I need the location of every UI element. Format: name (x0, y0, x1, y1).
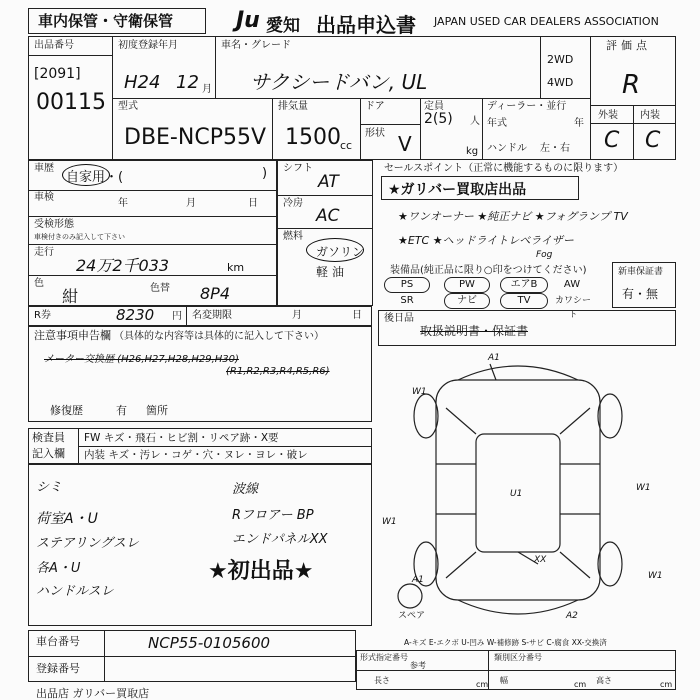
front-left-wheel (414, 394, 438, 438)
later-value: 取扱説明書・保証書 (420, 324, 529, 338)
logo-mark: Ju (236, 8, 260, 33)
shape-label: 形状 (365, 128, 385, 139)
sales-line-1: ★ワンオーナー ★純正ナビ ★フォグランプ TV (398, 210, 628, 223)
registration-month: 12 (176, 72, 199, 93)
lot-code: [2091] (34, 66, 81, 82)
type-label: 型式 (118, 101, 138, 112)
height-label: 高さ (596, 676, 612, 685)
color-value: 紺 (62, 287, 79, 306)
inspection-form-label: 受検形態 (34, 219, 74, 230)
history-close: ) (262, 166, 268, 181)
fuel-label: 燃料 (283, 231, 303, 242)
sales-line-3: Fog (536, 250, 553, 260)
remark-right-1: 波線 (232, 482, 259, 497)
door-label: ドア (365, 101, 385, 112)
front-right-wheel (598, 394, 622, 438)
sales-point-label: セールスポイント（正常に機能するものに限ります） (384, 163, 624, 174)
recycle-label: R券 (34, 310, 51, 321)
remark-left-1: シミ (36, 480, 63, 495)
equipment-aw: AW (563, 279, 581, 290)
drive-4wd: 4WD (547, 76, 574, 89)
ext-label: 外装 (598, 110, 618, 121)
plate-label: 登録番号 (36, 662, 80, 675)
history-label: 車歴 (34, 163, 54, 174)
rating-value: R (622, 70, 641, 100)
registration-month-unit: 月 (202, 84, 212, 95)
displacement-unit: cc (340, 139, 353, 152)
color-code-value: 8P4 (200, 284, 231, 303)
first-listing: ★初出品★ (208, 559, 314, 584)
chassis-value: NCP55-0105600 (148, 634, 271, 652)
mark-w1-left: W1 (382, 517, 397, 527)
inspection-form-note: 車検付きのみ記入して下さい (34, 233, 125, 241)
shift-label: シフト (283, 163, 313, 174)
shift-value: AT (318, 172, 339, 192)
int-value: C (645, 128, 661, 153)
inspection-day: 日 (248, 198, 258, 209)
ext-value: C (604, 128, 620, 153)
mark-a1-left-bottom: A1 (412, 575, 424, 585)
car-rear-bumper (458, 600, 578, 614)
notes-line-1: メーター交換歴 (H26,H27,H28,H29,H30) (44, 354, 239, 365)
drive-2wd: 2WD (547, 53, 574, 66)
car-front-bumper (458, 366, 578, 380)
sales-banner: ★ガリバー買取店出品 (388, 182, 527, 198)
mark-w1-left-top: W1 (412, 387, 427, 397)
inspector-label-2: 記入欄 (32, 447, 65, 460)
equipment-ps: PS (384, 277, 430, 293)
spare-tire (398, 584, 422, 608)
equipment-pw: PW (444, 277, 490, 293)
inspector-row-1: FW キズ・飛石・ヒビ割・リペア跡・X要 (84, 432, 279, 444)
mileage-label: 走行 (34, 247, 54, 258)
height-unit: cm (660, 680, 673, 689)
repair-value: 有 (116, 404, 127, 417)
history-value: 自家用・( (66, 170, 124, 185)
equipment-label: 装備品(純正品に限り○印をつけてください) (390, 265, 587, 276)
equipment-sr: SR (400, 295, 414, 306)
int-label: 内装 (640, 110, 660, 121)
storage-label: 車内保管・守衛保管 (38, 12, 174, 30)
inspection-label: 車検 (34, 192, 54, 203)
mark-u1-roof: U1 (510, 489, 523, 499)
inspector-row-2: 内装 キズ・汚レ・コゲ・穴・ヌレ・ヨレ・破レ (84, 449, 308, 461)
name-change-day: 日 (352, 310, 362, 321)
equipment-tv: TV (500, 293, 548, 309)
name-change-label: 名変期限 (192, 310, 232, 321)
fuel-circle (306, 238, 364, 262)
damage-legend: A-キズ E-エクボ U-凹み W-補修跡 S-サビ C-腐食 XX-交換済 (404, 638, 607, 647)
lot-label: 出品番号 (34, 40, 74, 51)
mark-w1-right: W1 (636, 483, 651, 493)
registration-label: 初度登録年月 (118, 40, 178, 51)
notes-line-2: (R1,R2,R3,R4,R5,R6) (226, 366, 330, 377)
rating-label: 評価点 (606, 39, 651, 52)
capacity-label: 定員 (424, 101, 444, 112)
registration-year: H24 (124, 72, 161, 93)
color-code-label: 色替 (150, 283, 170, 294)
year-unit: 年 (574, 118, 584, 129)
name-change-month: 月 (292, 310, 302, 321)
equipment-leather: カワシート (554, 296, 591, 320)
length-label: 長さ (374, 676, 390, 685)
mark-w1-right-rear: W1 (648, 571, 663, 581)
type-value: DBE-NCP55V (124, 125, 267, 150)
repair-label: 修復歴 (50, 404, 83, 417)
inspection-month: 月 (186, 198, 196, 209)
chassis-label: 車台番号 (36, 635, 80, 648)
remark-right-2: Rフロアー BP (232, 508, 314, 523)
warranty-label: 新車保証書 (618, 267, 664, 277)
form-title: 出品申込書 (316, 13, 416, 37)
equipment-airbag: エアB (500, 277, 548, 293)
handle-label: ハンドル (487, 143, 527, 154)
ref-label: 参考 (410, 661, 426, 670)
model-value: サクシードバン, UL (250, 70, 428, 94)
model-label: 車名・グレード (221, 40, 291, 51)
displacement-label: 排気量 (278, 101, 308, 112)
mark-a2-bottom: A2 (566, 611, 578, 621)
car-damage-diagram (378, 346, 676, 636)
weight-unit: kg (466, 146, 479, 157)
mark-a1-top: A1 (488, 353, 500, 363)
logo-org: 愛知 (266, 16, 300, 36)
fuel-value: ガソリン (316, 245, 365, 259)
repair-unit: 箇所 (146, 404, 168, 417)
later-label: 後日品 (384, 313, 414, 324)
sales-line-2: ★ETC ★ヘッドライトレベライザー (398, 234, 574, 247)
remark-left-3: ステアリングスレ (36, 536, 139, 551)
warranty-value: 有・無 (622, 287, 659, 301)
inspector-label-1: 検査員 (32, 431, 65, 444)
capacity-value: 2(5) (424, 111, 453, 127)
remark-left-5: ハンドルスレ (36, 584, 114, 599)
shape-value: V (398, 132, 412, 156)
remark-right-3: エンドパネルXX (232, 532, 328, 547)
width-unit: cm (574, 680, 587, 689)
seller-label: 出品店 ガリバー買取店 (36, 687, 150, 700)
lot-number: 00115 (36, 90, 106, 115)
notes-hint: （具体的な内容等は具体的に記入して下さい） (114, 331, 324, 342)
displacement-value: 1500 (285, 125, 341, 150)
remark-left-4: 各A・U (36, 561, 81, 576)
length-unit: cm (476, 680, 489, 689)
recycle-unit: 円 (172, 311, 182, 322)
mileage-unit: km (227, 261, 245, 274)
width-label: 幅 (500, 676, 508, 685)
notes-label: 注意事項申告欄 (34, 329, 111, 342)
fuel-alt: 軽油 (316, 265, 349, 279)
form-number-label: 形式指定番号 (360, 653, 408, 662)
cooling-label: 冷房 (283, 198, 303, 209)
handle-options: 左・右 (540, 143, 570, 154)
cooling-value: AC (316, 206, 340, 226)
history-circle (62, 164, 110, 186)
model-year-label: 年式 (487, 118, 507, 129)
remark-left-2: 荷室A・U (36, 511, 98, 527)
equipment-navi: ナビ (444, 293, 490, 309)
inspection-year: 年 (118, 198, 128, 209)
capacity-unit: 人 (470, 116, 480, 127)
mileage-value: 24万2千033 (76, 256, 170, 275)
association-name: JAPAN USED CAR DEALERS ASSOCIATION (434, 15, 659, 28)
dealer-label: ディーラー・並行 (487, 101, 567, 112)
mark-xx-rear: XX (534, 555, 547, 565)
spare-label: スペア (398, 611, 426, 621)
recycle-value: 8230 (116, 306, 155, 324)
rear-right-wheel (598, 542, 622, 586)
color-label: 色 (34, 278, 44, 289)
class-number-label: 類別区分番号 (494, 653, 542, 662)
